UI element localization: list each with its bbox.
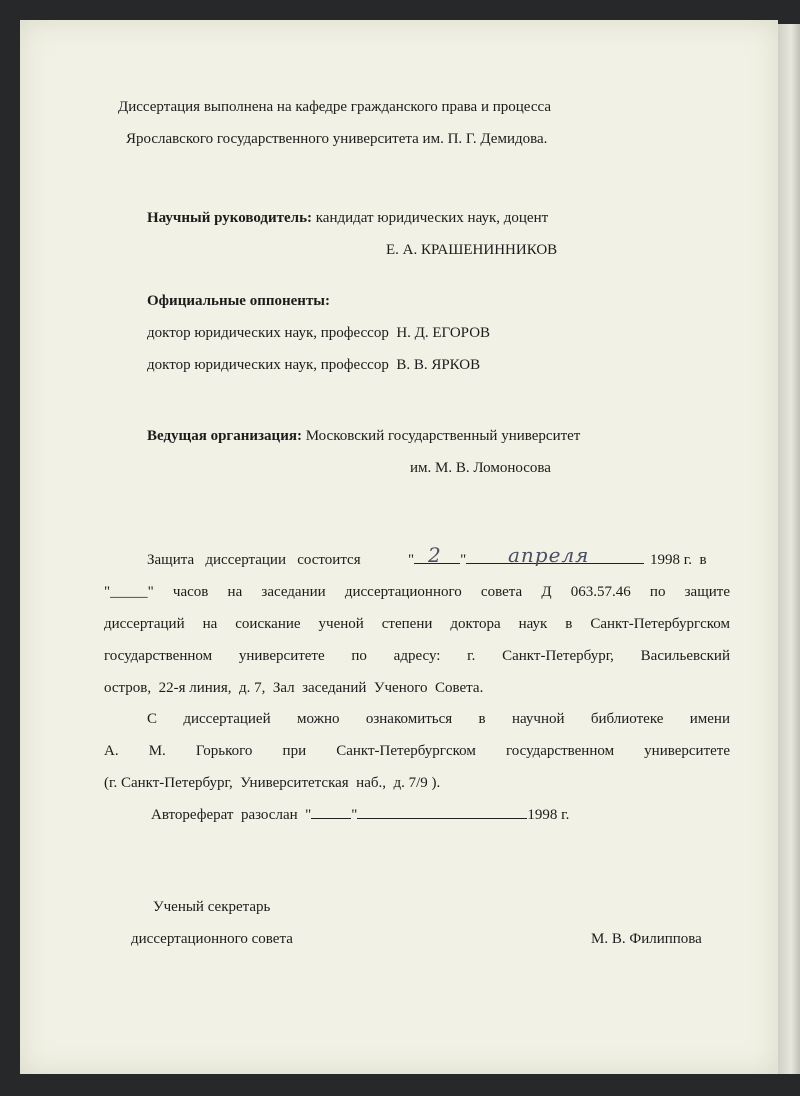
supervisor-degree: кандидат юридических наук, доцент [315,210,549,226]
organization-label: Ведущая организация: [147,428,302,444]
organization-name: Московский государственный университет [305,428,581,444]
library-line-3: (г. Санкт-Петербург, Университетская наб., д. 7/9 ). [104,775,441,791]
abstract-prefix: Автореферат разослан [151,807,298,823]
opponent-2: доктор юридических наук, профессор В. В. ЯРКОВ [147,357,481,373]
header-line-1: Диссертация выполнена на кафедре гражданского права и процесса [118,99,551,115]
defense-line-5: остров, 22-я линия, д. 7, Зал заседаний Ученого Совета. [104,680,484,696]
defense-line-4: государственном университете по адресу: г. Санкт-Петербург, Васильевский [104,648,730,664]
document-page [20,20,778,1074]
abstract-year: 1998 г. [527,807,570,823]
supervisor-name: Е. А. КРАШЕНИННИКОВ [386,242,558,258]
supervisor-line [147,209,548,227]
handwritten-day: 2 [428,543,442,567]
organization-name-2: им. М. В. Ломоносова [410,460,551,476]
defense-prefix: Защита диссертации состоится [147,552,361,568]
opponents-label: Официальные оппоненты: [147,293,331,309]
secretary-title-1: Ученый секретарь [153,899,271,915]
supervisor-label: Научный руководитель: [147,210,312,226]
library-line-1: С диссертацией можно ознакомиться в научной библиотеке имени [147,711,730,727]
defense-date-blanks: " " [408,551,644,569]
abstract-line: Автореферат разослан " " 1998 г. [151,807,570,823]
handwritten-month: апреля [508,543,590,567]
defense-line-2: "_____" часов на заседании диссертационного совета Д 063.57.46 по защите [104,584,730,600]
defense-line-3: диссертаций на соискание ученой степени доктора наук в Санкт-Петербургском [104,616,730,632]
page-edge [778,24,800,1074]
opponent-1: доктор юридических наук, профессор Н. Д. ЕГОРОВ [147,325,491,341]
defense-year: 1998 г. в [650,552,707,568]
organization-line [147,427,580,445]
secretary-name: М. В. Филиппова [591,931,702,947]
library-line-2: А. М. Горького при Санкт-Петербургском государственном университете [104,743,730,759]
secretary-title-2: диссертационного совета [131,931,293,947]
header-line-2: Ярославского государственного университета им. П. Г. Демидова. [126,131,548,147]
